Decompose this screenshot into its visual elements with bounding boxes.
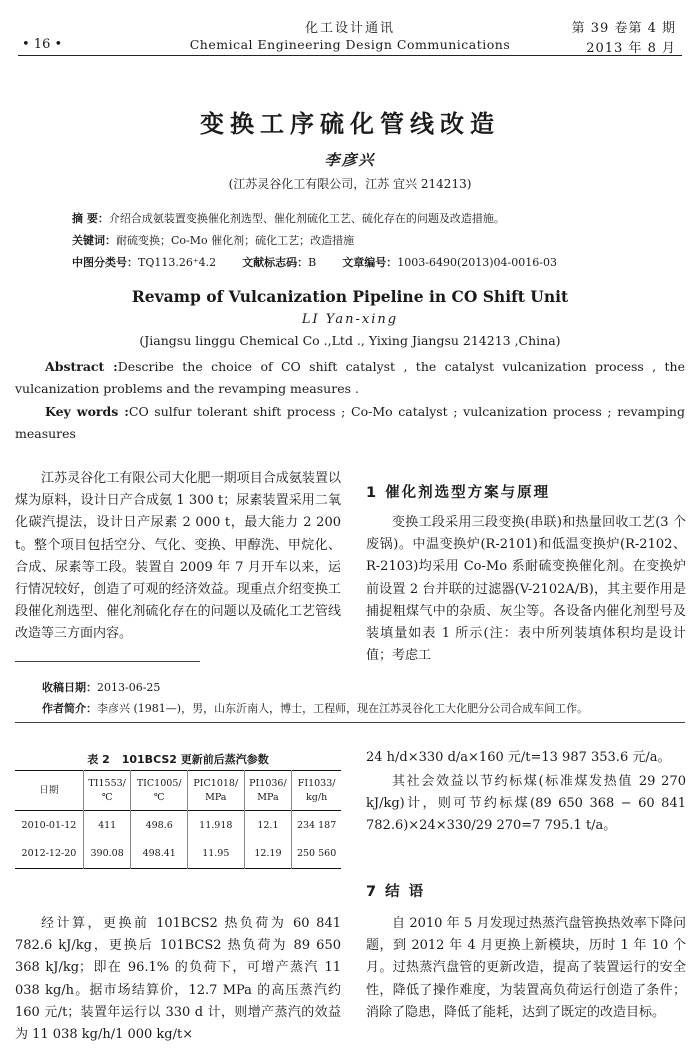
table-header: 日期 xyxy=(39,784,59,796)
keywords-label: 关键词： xyxy=(72,234,116,247)
table-row xyxy=(15,811,341,840)
abstract-en xyxy=(15,356,685,400)
issue-date: 2013 年 8 月 xyxy=(586,41,676,56)
table-caption xyxy=(15,751,341,767)
doc-code-label: 文献标志码： xyxy=(242,256,309,269)
table-header: TIC1005/ ℃ xyxy=(131,771,188,811)
received-date xyxy=(42,679,160,695)
received-label: 收稿日期： xyxy=(42,681,97,694)
section-1-heading: 1 催化剂选型方案与原理 xyxy=(366,485,551,501)
bio-label: 作者简介： xyxy=(42,702,97,715)
author-cn: 李彦兴 xyxy=(324,151,376,169)
keywords-en-label: Key words : xyxy=(45,404,129,419)
table-header: TI1553/ ℃ xyxy=(83,771,131,811)
table-cell: 2012-12-20 xyxy=(21,848,77,860)
table-header: PI1036/ MPa xyxy=(244,771,292,811)
table-cell: 498.41 xyxy=(131,840,188,869)
table-caption-text: 101BCS2 更新前后蒸汽参数 xyxy=(121,753,269,766)
table-cell: 234 187 xyxy=(292,811,341,840)
author-bio xyxy=(42,700,588,716)
abstract-text: 介绍合成氨装置变换催化剂选型、催化剂硫化工艺、硫化存在的问题及改造措施。 xyxy=(108,212,505,225)
section-1-paragraph: 变换工段采用三段变换(串联)和热量回收工艺(3 个废锅)。中温变换炉(R-2101)和低温变换炉(R-2102、R-2103)均采用 Co-Mo 系耐硫变换催化剂。在变换炉前设置 2 台并联的过滤器(V-2102A/B)，其主要作用是捕捉粗煤气中的杂质、灰尘等。各设备内催化剂型号及装填量如表 1 所示(注：表中所列装填体积均是设计值；考虑工 xyxy=(366,515,686,664)
clc-value: TQ113.26⁺4.2 xyxy=(138,256,217,269)
table-cell: 411 xyxy=(83,811,131,840)
article-title-cn: 变换工序硫化管线改造 xyxy=(200,110,500,138)
journal-name-cn: 化工设计通讯 xyxy=(304,21,395,36)
table-cell: 2010-01-12 xyxy=(21,819,77,831)
bio-text: 李彦兴 (1981—)，男，山东沂南人，博士，工程师，现在江苏灵谷化工大化肥分公司合成车间工作。 xyxy=(97,702,589,715)
table-cell: 390.08 xyxy=(83,840,131,869)
article-no-label: 文章编号： xyxy=(342,256,398,269)
classification-line xyxy=(72,254,682,270)
page-number: • 16 • xyxy=(22,37,63,52)
abstract-cn xyxy=(72,210,682,226)
table-row xyxy=(15,840,341,869)
article-no-value: 1003-6490(2013)04-0016-03 xyxy=(397,256,557,269)
affiliation-en: (Jiangsu linggu Chemical Co .,Ltd ., Yixing Jiangsu 214213 ,China) xyxy=(139,333,561,348)
affiliation-cn: (江苏灵谷化工有限公司，江苏 宜兴 214213) xyxy=(228,177,472,191)
table-cell: 11.918 xyxy=(187,811,244,840)
header-rule xyxy=(18,55,682,56)
table-cell: 498.6 xyxy=(131,811,188,840)
volume-issue: 第 39 卷第 4 期 xyxy=(571,21,676,36)
abstract-en-text: Describe the choice of CO shift catalyst , the catalyst vulcanization process , the vulcanization problems and the revamping measures . xyxy=(15,359,685,396)
table-header-row xyxy=(15,771,341,811)
table-cell: 250 560 xyxy=(292,840,341,869)
footnote-rule xyxy=(15,661,200,662)
table-cell: 11.95 xyxy=(187,840,244,869)
conclusion-paragraph: 自 2010 年 5 月发现过热蒸汽盘管换热效率下降问题，到 2012 年 4 月更换上新模块，历时 1 年 10 个月。过热蒸汽盘管的更新改造，提高了装置运行的安全性，降低了操作难度，为装置高负荷运行创造了条件；消除了隐患，降低了能耗，达到了既定的改造目标。 xyxy=(366,916,686,1020)
clc-label: 中图分类号： xyxy=(72,256,138,269)
table-header: FI1033/ kg/h xyxy=(292,771,341,811)
calculation-continued: 24 h/d×330 d/a×160 元/t=13 987 353.6 元/a。 xyxy=(366,750,671,765)
social-benefit-paragraph: 其社会效益以节约标煤(标准煤发热值 29 270 kJ/kg)计，则可节约标煤(89 650 368 − 60 841 782.6)×24×330/29 270=7 795.1 t/a。 xyxy=(366,774,686,834)
table-cell: 12.1 xyxy=(244,811,292,840)
author-en: LI Yan-xing xyxy=(301,312,399,327)
keywords-text: 耐硫变换；Co-Mo 催化剂；硫化工艺；改造措施 xyxy=(116,234,355,247)
table-cell: 12.19 xyxy=(244,840,292,869)
table-header: PIC1018/ MPa xyxy=(187,771,244,811)
table-caption-number: 表 2 xyxy=(87,753,110,766)
article-title-en: Revamp of Vulcanization Pipeline in CO Shift Unit xyxy=(131,287,569,306)
intro-paragraph: 江苏灵谷化工有限公司大化肥一期项目合成氨装置以煤为原料，设计日产合成氨 1 300 t；尿素装置采用二氧化碳汽提法，设计日产尿素 2 000 t，最大能力 2 200 t。整个项目包括空分、气化、变换、甲醇洗、甲烷化、合成、尿素等工段。装置自 2009 年 7 月开车以来，运行情况较好，创造了可观的经济效益。现重点介绍变换工段催化剂选型、催化剂硫化存在的问题以及硫化工艺管线改造等三方面内容。 xyxy=(15,471,341,642)
section-7-heading: 7 结 语 xyxy=(366,884,426,900)
steam-parameter-table xyxy=(15,770,341,869)
keywords-cn xyxy=(72,232,682,248)
journal-name-en: Chemical Engineering Design Communications xyxy=(189,37,511,52)
doc-code-value: B xyxy=(308,256,317,269)
keywords-en-text: CO sulfur tolerant shift process ; Co-Mo catalyst ; vulcanization process ; revamping measures xyxy=(15,404,685,441)
page-section-rule xyxy=(15,722,685,723)
abstract-label: 摘 要： xyxy=(72,212,109,225)
abstract-en-label: Abstract : xyxy=(45,359,118,374)
running-header xyxy=(0,0,700,56)
calculation-paragraph: 经计算，更换前 101BCS2 热负荷为 60 841 782.6 kJ/kg，更换后 101BCS2 热负荷为 89 650 368 kJ/kg；即在 96.1% 的负荷下，可增产蒸汽 11 038 kg/h。据市场结算价，12.7 MPa 的高压蒸汽约 160 元/t；装置年运行以 330 d 计，则增产蒸汽的效益为 11 038 kg/h/1 000 kg/t× xyxy=(15,916,341,1043)
keywords-en xyxy=(15,401,685,445)
received-value: 2013-06-25 xyxy=(97,681,161,694)
